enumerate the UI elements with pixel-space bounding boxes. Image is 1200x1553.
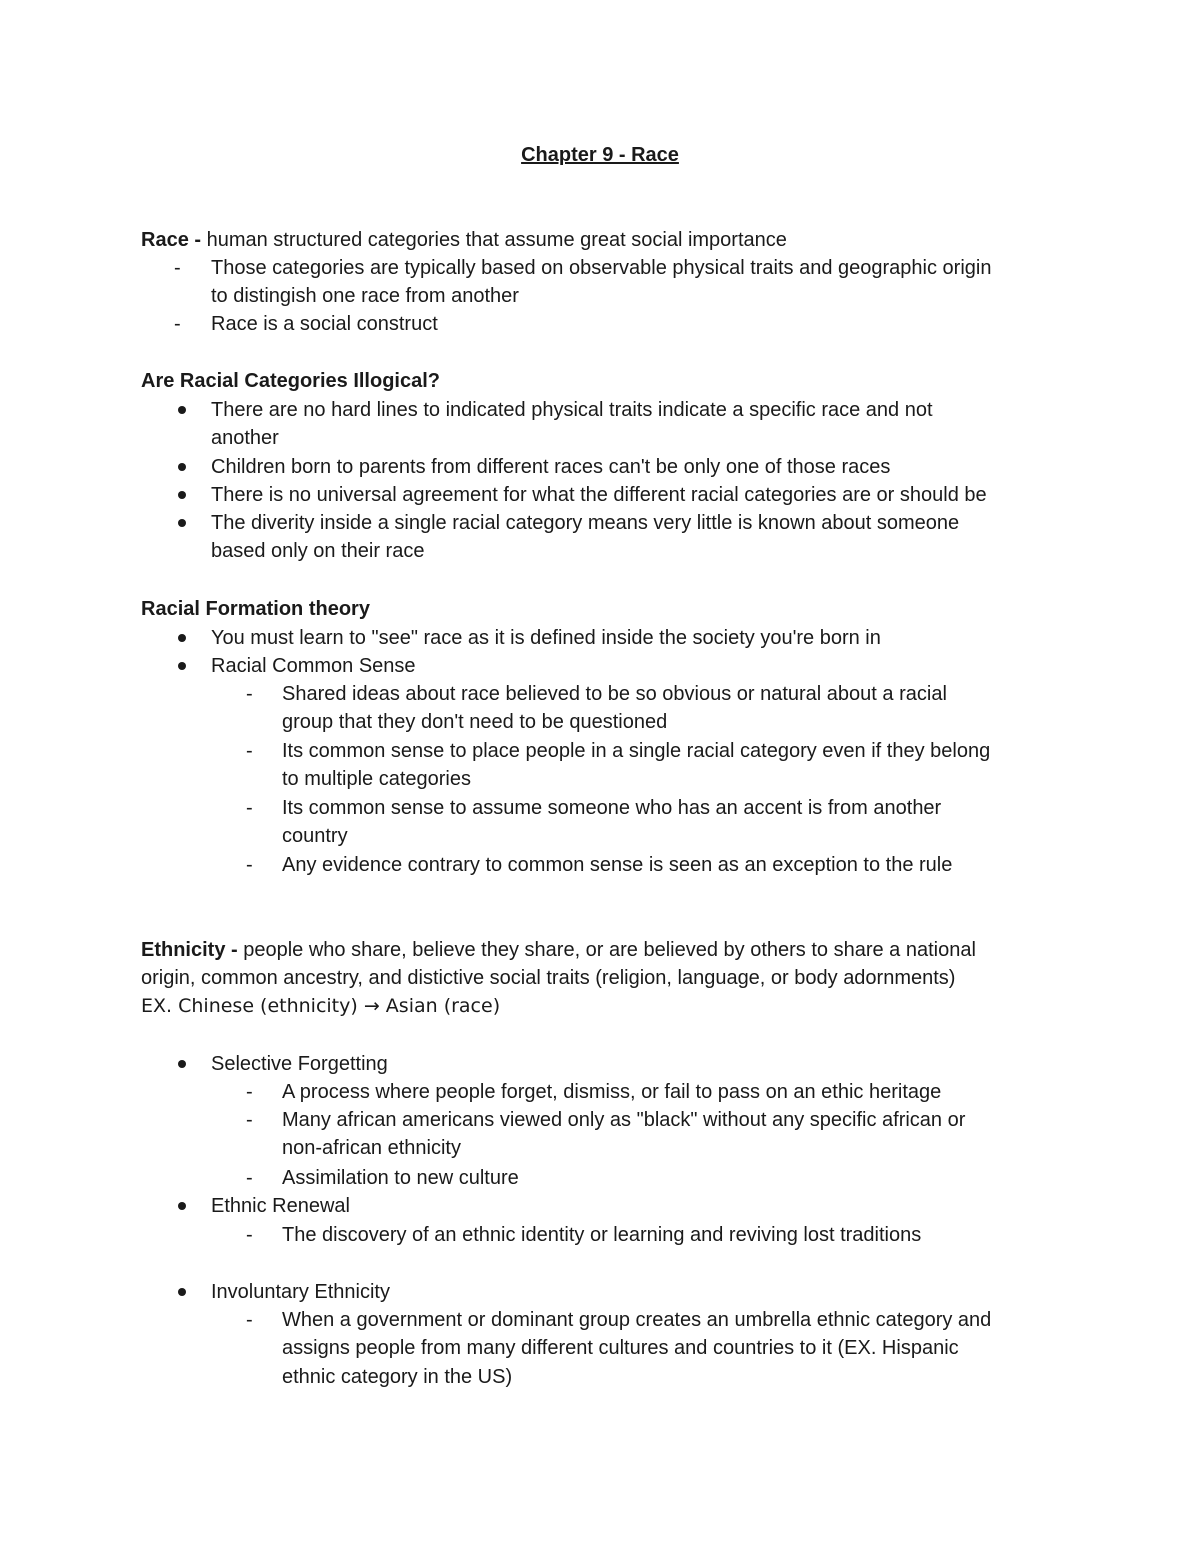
bullet-marker — [178, 634, 186, 642]
illogical-point-2: Children born to parents from different races can't be only one of those races — [211, 456, 891, 478]
formation-point-1: You must learn to "see" race as it is defined inside the society you're born in — [211, 627, 881, 649]
dash-marker: - — [246, 1309, 253, 1331]
bullet-marker — [178, 406, 186, 414]
forgetting-point-2-line-1: Many african americans viewed only as "black" without any specific african or — [282, 1109, 966, 1131]
common-sense-3-line-2: country — [282, 825, 348, 847]
involuntary-point-1-line-1: When a government or dominant group creates an umbrella ethnic category and — [282, 1309, 992, 1331]
ethnicity-definition-line-1: people who share, believe they share, or are believed by others to share a national — [243, 939, 976, 961]
bullet-marker — [178, 1288, 186, 1296]
dash-marker: - — [246, 797, 253, 819]
ethnicity-definition-line-2: origin, common ancestry, and distictive social traits (religion, language, or body adornments) — [141, 967, 956, 989]
illogical-point-4-line-1: The diverity inside a single racial category means very little is known about someone — [211, 512, 960, 534]
race-point-1-line-2: to distingish one race from another — [211, 285, 519, 307]
bullet-marker — [178, 1060, 186, 1068]
common-sense-1-line-1: Shared ideas about race believed to be so obvious or natural about a racial — [282, 683, 947, 705]
ethnicity-definition — [141, 936, 976, 964]
formation-heading: Racial Formation theory — [141, 598, 370, 620]
common-sense-1-line-2: group that they don't need to be questioned — [282, 711, 668, 733]
race-point-2: Race is a social construct — [211, 313, 438, 335]
dash-marker: - — [246, 683, 253, 705]
ethnicity-example: EX. Chinese (ethnicity) → Asian (race) — [141, 995, 501, 1017]
race-point-1-line-1: Those categories are typically based on observable physical traits and geographic origin — [211, 257, 992, 279]
bullet-marker — [178, 463, 186, 471]
dash-marker: - — [174, 257, 181, 279]
illogical-point-1-line-1: There are no hard lines to indicated physical traits indicate a specific race and not — [211, 399, 933, 421]
ethnic-renewal-label: Ethnic Renewal — [211, 1195, 350, 1217]
forgetting-point-2-line-2: non-african ethnicity — [282, 1137, 461, 1159]
involuntary-ethnicity-label: Involuntary Ethnicity — [211, 1281, 390, 1303]
common-sense-4: Any evidence contrary to common sense is seen as an exception to the rule — [282, 854, 953, 876]
selective-forgetting-label: Selective Forgetting — [211, 1053, 388, 1075]
ethnicity-term: Ethnicity - — [141, 939, 238, 961]
race-definition — [141, 226, 787, 254]
involuntary-point-1-line-2: assigns people from many different cultures and countries to it (EX. Hispanic — [282, 1337, 959, 1359]
illogical-point-1-line-2: another — [211, 427, 279, 449]
dash-marker: - — [246, 1224, 253, 1246]
bullet-marker — [178, 662, 186, 670]
bullet-marker — [178, 519, 186, 527]
formation-point-2: Racial Common Sense — [211, 655, 416, 677]
forgetting-point-3: Assimilation to new culture — [282, 1167, 519, 1189]
bullet-marker — [178, 1202, 186, 1210]
forgetting-point-1: A process where people forget, dismiss, or fail to pass on an ethic heritage — [282, 1081, 942, 1103]
common-sense-2-line-2: to multiple categories — [282, 768, 471, 790]
illogical-point-3: There is no universal agreement for what the different racial categories are or should be — [211, 484, 987, 506]
dash-marker: - — [246, 1109, 253, 1131]
dash-marker: - — [246, 740, 253, 762]
page-title: Chapter 9 - Race — [521, 144, 679, 166]
bullet-marker — [178, 491, 186, 499]
renewal-point-1: The discovery of an ethnic identity or learning and reviving lost traditions — [282, 1224, 922, 1246]
race-term: Race - — [141, 229, 202, 251]
race-definition-text: human structured categories that assume great social importance — [206, 229, 787, 251]
dash-marker: - — [246, 1167, 253, 1189]
dash-marker: - — [174, 313, 181, 335]
dash-marker: - — [246, 854, 253, 876]
dash-marker: - — [246, 1081, 253, 1103]
illogical-point-4-line-2: based only on their race — [211, 540, 425, 562]
common-sense-2-line-1: Its common sense to place people in a single racial category even if they belong — [282, 740, 991, 762]
common-sense-3-line-1: Its common sense to assume someone who has an accent is from another — [282, 797, 942, 819]
involuntary-point-1-line-3: ethnic category in the US) — [282, 1366, 513, 1388]
illogical-heading: Are Racial Categories Illogical? — [141, 370, 440, 392]
